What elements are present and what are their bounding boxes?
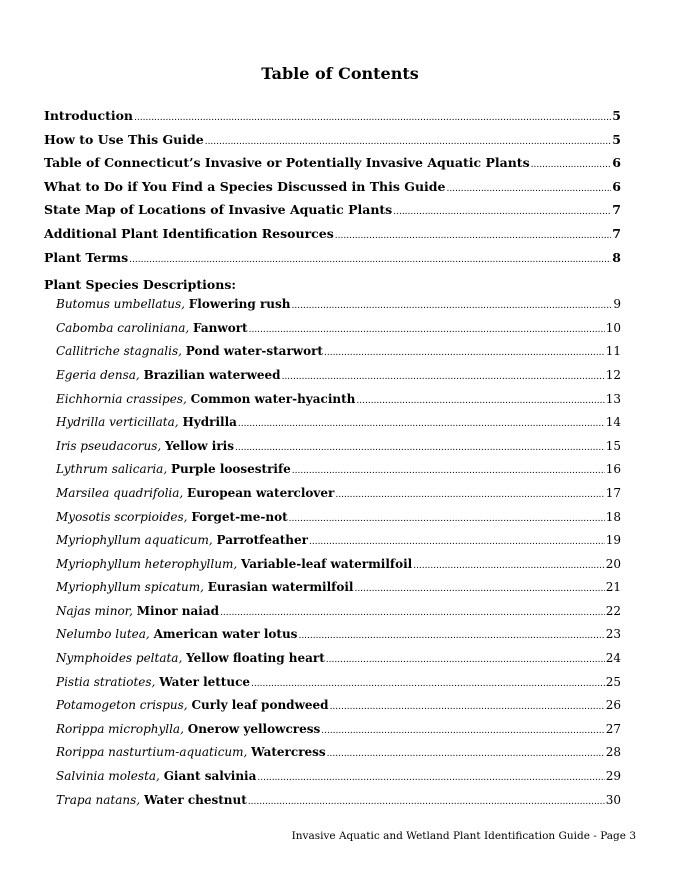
scientific-name: Pistia stratiotes,: [56, 674, 156, 689]
scientific-name: Iris pseudacorus,: [56, 438, 162, 453]
dot-leader: [251, 675, 605, 689]
species-page: 27: [605, 721, 621, 736]
toc-entry[interactable]: [44, 132, 621, 156]
species-page: 10: [605, 320, 621, 335]
dot-leader: [354, 580, 604, 594]
common-name: American water lotus: [153, 627, 298, 642]
dot-leader: [134, 108, 611, 123]
toc-entry[interactable]: [44, 108, 621, 132]
common-name: Yellow floating heart: [186, 651, 325, 666]
species-name: [56, 698, 329, 712]
species-heading: Plant Species Descriptions:: [44, 277, 236, 293]
species-entry[interactable]: [56, 557, 621, 581]
species-entry[interactable]: [56, 462, 621, 486]
species-entry[interactable]: [56, 793, 621, 817]
dot-leader: [249, 321, 605, 335]
species-name: [56, 533, 308, 547]
dot-leader: [205, 132, 612, 147]
species-page: 19: [605, 533, 621, 548]
dot-leader: [531, 155, 612, 170]
dot-leader: [324, 344, 605, 358]
species-name: [56, 297, 291, 311]
species-page: 12: [605, 367, 621, 382]
common-name: Variable-leaf watermilfoil: [240, 556, 413, 571]
species-entry[interactable]: [56, 769, 621, 793]
toc-entry-label: State Map of Locations of Invasive Aquatic Plants: [44, 202, 393, 218]
toc-entry-page: 6: [612, 155, 621, 171]
species-page: 30: [605, 792, 621, 807]
species-entry[interactable]: [56, 486, 621, 510]
dot-leader: [446, 179, 611, 194]
dot-leader: [292, 297, 613, 311]
common-name: Common water-hyacinth: [190, 391, 356, 406]
scientific-name: Myriophyllum heterophyllum,: [56, 556, 238, 571]
common-name: Onerow yellowcress: [187, 721, 321, 736]
scientific-name: Najas minor,: [56, 603, 133, 618]
dot-leader: [413, 557, 605, 571]
species-entry[interactable]: [56, 651, 621, 675]
scientific-name: Rorippa microphylla,: [56, 721, 184, 736]
toc-entry[interactable]: [44, 202, 621, 226]
dot-leader: [335, 226, 612, 241]
species-name: [56, 604, 219, 618]
species-name: [56, 321, 248, 335]
species-page: 15: [605, 438, 621, 453]
species-name: [56, 344, 323, 358]
species-page: 26: [605, 698, 621, 713]
species-entry[interactable]: [56, 344, 621, 368]
scientific-name: Lythrum salicaria,: [56, 462, 168, 477]
species-entry[interactable]: [56, 392, 621, 416]
scientific-name: Myosotis scorpioides,: [56, 509, 188, 524]
dot-leader: [292, 462, 605, 476]
species-name: [56, 392, 355, 406]
scientific-name: Salvinia molesta,: [56, 769, 160, 784]
common-name: Giant salvinia: [163, 769, 257, 784]
dot-leader: [393, 202, 611, 217]
dot-leader: [248, 793, 605, 807]
species-entry[interactable]: [56, 745, 621, 769]
species-entry[interactable]: [56, 439, 621, 463]
species-name: [56, 722, 320, 736]
common-name: Hydrilla: [182, 415, 237, 430]
toc-entry-page: 6: [612, 178, 621, 194]
scientific-name: Hydrilla verticillata,: [56, 415, 179, 430]
species-entry[interactable]: [56, 580, 621, 604]
species-name: [56, 510, 288, 524]
species-name: [56, 439, 234, 453]
common-name: Purple loosestrife: [170, 462, 291, 477]
toc-entry-label: What to Do if You Find a Species Discussed in This Guide: [44, 178, 446, 194]
dot-leader: [298, 627, 604, 641]
species-page: 23: [605, 627, 621, 642]
dot-leader: [321, 722, 605, 736]
species-name: [56, 675, 250, 689]
species-list: [56, 297, 621, 816]
common-name: Parrotfeather: [216, 533, 308, 548]
common-name: Yellow iris: [165, 438, 234, 453]
scientific-name: Myriophyllum spicatum,: [56, 580, 204, 595]
dot-leader: [326, 651, 605, 665]
species-name: [56, 368, 281, 382]
dot-leader: [327, 745, 605, 759]
species-name: [56, 462, 291, 476]
species-name: [56, 486, 334, 500]
dot-leader: [335, 486, 604, 500]
toc-entry[interactable]: [44, 155, 621, 179]
species-entry[interactable]: [56, 722, 621, 746]
common-name: Fanwort: [193, 320, 248, 335]
common-name: Brazilian waterweed: [143, 367, 281, 382]
scientific-name: Marsilea quadrifolia,: [56, 485, 184, 500]
species-entry[interactable]: [56, 604, 621, 628]
species-entry[interactable]: [56, 698, 621, 722]
toc-entry-label: Plant Terms: [44, 249, 129, 265]
scientific-name: Butomus umbellatus,: [56, 297, 185, 312]
scientific-name: Trapa natans,: [56, 792, 141, 807]
species-entry[interactable]: [56, 415, 621, 439]
toc-entry-label: Introduction: [44, 108, 134, 123]
common-name: Water lettuce: [159, 674, 251, 689]
species-page: 22: [605, 603, 621, 618]
common-name: European waterclover: [187, 485, 335, 500]
species-entry[interactable]: [56, 368, 621, 392]
table-of-contents: [44, 108, 621, 816]
species-page: 9: [613, 297, 621, 312]
toc-entry-page: 7: [612, 225, 621, 241]
species-name: [56, 651, 325, 665]
page-footer: Invasive Aquatic and Wetland Plant Identification Guide - Page 3: [291, 830, 636, 842]
species-page: 11: [605, 344, 621, 359]
species-page: 16: [605, 462, 621, 477]
species-entry[interactable]: [56, 533, 621, 557]
dot-leader: [356, 392, 604, 406]
scientific-name: Cabomba caroliniana,: [56, 320, 190, 335]
species-page: 21: [605, 580, 621, 595]
species-name: [56, 793, 247, 807]
toc-entry-label: How to Use This Guide: [44, 131, 204, 147]
toc-entry[interactable]: [44, 179, 621, 203]
common-name: Flowering rush: [188, 297, 291, 312]
species-page: 14: [605, 415, 621, 430]
dot-leader: [129, 250, 611, 265]
species-entry[interactable]: [56, 627, 621, 651]
dot-leader: [282, 368, 605, 382]
scientific-name: Myriophyllum aquaticum,: [56, 533, 213, 548]
dot-leader: [220, 604, 605, 618]
scientific-name: Potamogeton crispus,: [56, 698, 188, 713]
species-page: 29: [605, 769, 621, 784]
species-page: 28: [605, 745, 621, 760]
species-page: 18: [605, 509, 621, 524]
dot-leader: [238, 415, 605, 429]
scientific-name: Nymphoides peltata,: [56, 651, 183, 666]
species-name: [56, 580, 353, 594]
toc-entry-page: 5: [612, 108, 621, 123]
species-entry[interactable]: [56, 321, 621, 345]
species-name: [56, 557, 412, 571]
dot-leader: [235, 439, 605, 453]
dot-leader: [257, 769, 604, 783]
toc-entry-label: Additional Plant Identification Resources: [44, 225, 334, 241]
scientific-name: Nelumbo lutea,: [56, 627, 150, 642]
main-entries: [44, 108, 621, 273]
species-page: 20: [605, 556, 621, 571]
common-name: Curly leaf pondweed: [191, 698, 329, 713]
common-name: Watercress: [251, 745, 326, 760]
common-name: Pond water-starwort: [185, 344, 323, 359]
species-page: 24: [605, 651, 621, 666]
species-entry[interactable]: [56, 297, 621, 321]
common-name: Eurasian watermilfoil: [207, 580, 354, 595]
species-name: [56, 415, 237, 429]
dot-leader: [289, 510, 605, 524]
scientific-name: Rorippa nasturtium-aquaticum,: [56, 745, 248, 760]
common-name: Water chestnut: [143, 792, 247, 807]
species-page: 13: [605, 391, 621, 406]
common-name: Minor naiad: [136, 603, 220, 618]
species-name: [56, 769, 256, 783]
species-page: 17: [605, 485, 621, 500]
species-name: [56, 745, 326, 759]
species-entry[interactable]: [56, 675, 621, 699]
species-entry[interactable]: [56, 510, 621, 534]
toc-entry-label: Table of Connecticut’s Invasive or Potentially Invasive Aquatic Plants: [44, 155, 530, 171]
dot-leader: [309, 533, 605, 547]
toc-entry-page: 5: [612, 131, 621, 147]
species-page: 25: [605, 674, 621, 689]
toc-entry-page: 7: [612, 202, 621, 218]
toc-entry[interactable]: [44, 226, 621, 250]
toc-entry-page: 8: [612, 249, 621, 265]
common-name: Forget-me-not: [191, 509, 288, 524]
scientific-name: Callitriche stagnalis,: [56, 344, 182, 359]
toc-entry[interactable]: [44, 250, 621, 274]
scientific-name: Eichhornia crassipes,: [56, 391, 187, 406]
page-title: Table of Contents: [261, 64, 419, 83]
dot-leader: [330, 698, 605, 712]
scientific-name: Egeria densa,: [56, 367, 140, 382]
species-name: [56, 627, 297, 641]
